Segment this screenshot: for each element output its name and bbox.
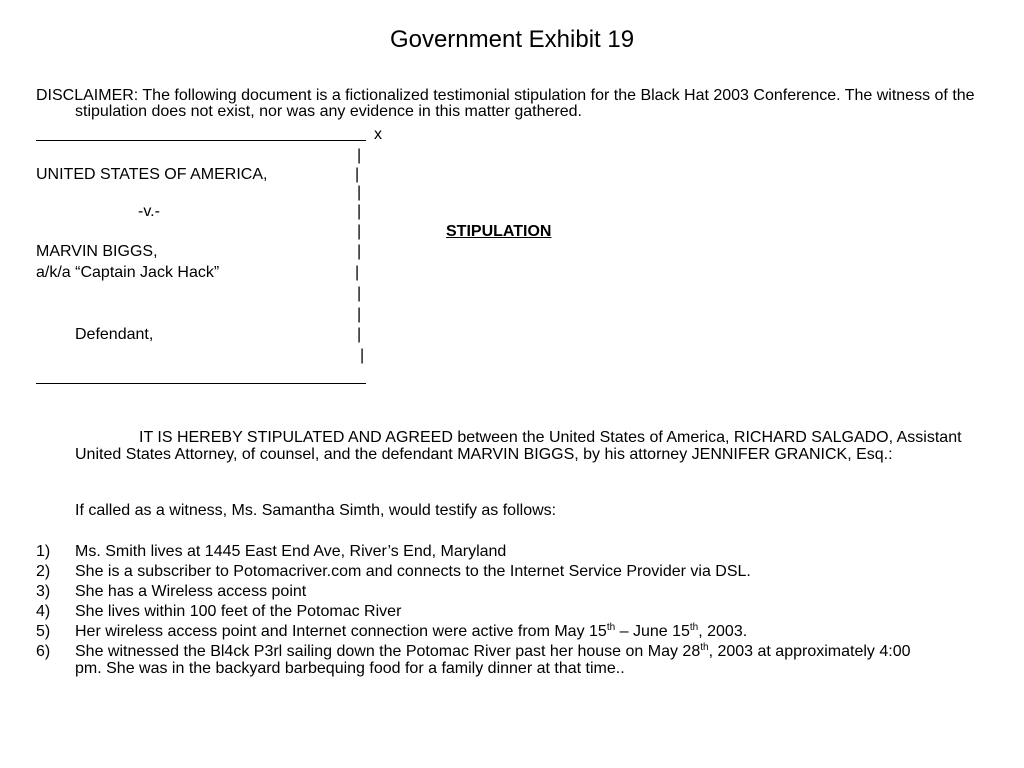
caption-x-mark: x xyxy=(374,126,382,143)
caption-bar: | xyxy=(357,326,362,343)
list-item-number: 2) xyxy=(36,563,51,580)
list-item-number: 3) xyxy=(36,583,51,600)
list-item-number: 6) xyxy=(36,643,51,660)
caption-bottom-rule xyxy=(36,383,366,384)
list-item-text-part: – June 15 xyxy=(615,623,690,640)
ordinal-suffix: th xyxy=(689,622,699,633)
list-item-text: She has a Wireless access point xyxy=(75,583,307,600)
list-item-text xyxy=(75,643,910,677)
caption-bar: | xyxy=(357,184,362,201)
defendant-alias: a/k/a “Captain Jack Hack” xyxy=(36,264,220,281)
witness-intro-paragraph: If called as a witness, Ms. Samantha Simth, would testify as follows: xyxy=(75,502,557,519)
list-item-text-part: , 2003 at approximately 4:00 pm. She was in the backyard barbequing food for a family dinner at that time.. xyxy=(75,643,911,677)
caption-top-rule xyxy=(36,140,366,141)
testimony-list xyxy=(36,543,936,680)
stipulation-paragraph xyxy=(75,429,965,463)
list-item xyxy=(36,563,936,580)
caption-bar: | xyxy=(357,285,362,302)
list-item-text: Ms. Smith lives at 1445 East End Ave, River’s End, Maryland xyxy=(75,543,507,560)
ordinal-suffix: th xyxy=(700,642,709,653)
list-item-text: She is a subscriber to Potomacriver.com and connects to the Internet Service Provider via DSL. xyxy=(75,563,751,580)
disclaimer-text: DISCLAIMER: The following document is a fictionalized testimonial stipulation for the Black Hat 2003 Conference. The witness of the stipulation does not exist, nor was any evidence in this matter gathered. xyxy=(36,87,975,120)
list-item xyxy=(36,603,936,620)
page-title: Government Exhibit 19 xyxy=(389,26,635,53)
versus-label: -v.- xyxy=(138,203,160,220)
ordinal-suffix: th xyxy=(606,622,616,633)
caption-bar: | xyxy=(357,223,362,240)
caption-bar: | xyxy=(357,147,362,164)
caption-bar: | xyxy=(355,166,360,183)
list-item xyxy=(36,623,936,640)
list-item-text: She lives within 100 feet of the Potomac River xyxy=(75,603,402,620)
caption-bar: | xyxy=(357,243,362,260)
list-item-text-part: Her wireless access point and Internet connection were active from May 15 xyxy=(75,623,607,640)
defendant-label: Defendant, xyxy=(75,326,154,343)
plaintiff-name: UNITED STATES OF AMERICA, xyxy=(36,166,268,183)
list-item-number: 4) xyxy=(36,603,51,620)
stipulation-title: STIPULATION xyxy=(446,223,552,240)
caption-bar: | xyxy=(355,264,360,281)
list-item-number: 1) xyxy=(36,543,51,560)
list-item xyxy=(36,643,936,677)
list-item-number: 5) xyxy=(36,623,51,640)
list-item-text-part: , 2003. xyxy=(698,623,748,640)
caption-bar: | xyxy=(357,203,362,220)
defendant-name: MARVIN BIGGS, xyxy=(36,243,158,260)
list-item xyxy=(36,583,936,600)
caption-bar: | xyxy=(360,347,365,364)
list-item-text xyxy=(75,623,747,640)
list-item xyxy=(36,543,936,560)
caption-bar: | xyxy=(357,306,362,323)
stipulation-paragraph-text: IT IS HEREBY STIPULATED AND AGREED between the United States of America, RICHARD SALGADO, Assistant United States Attorney, of counsel, and the defendant MARVIN BIGGS, by his attorney JENNIFER GRANICK, Esq.: xyxy=(75,429,962,463)
list-item-text-part: She witnessed the Bl4ck P3rl sailing down the Potomac River past her house on May 28 xyxy=(75,643,701,660)
